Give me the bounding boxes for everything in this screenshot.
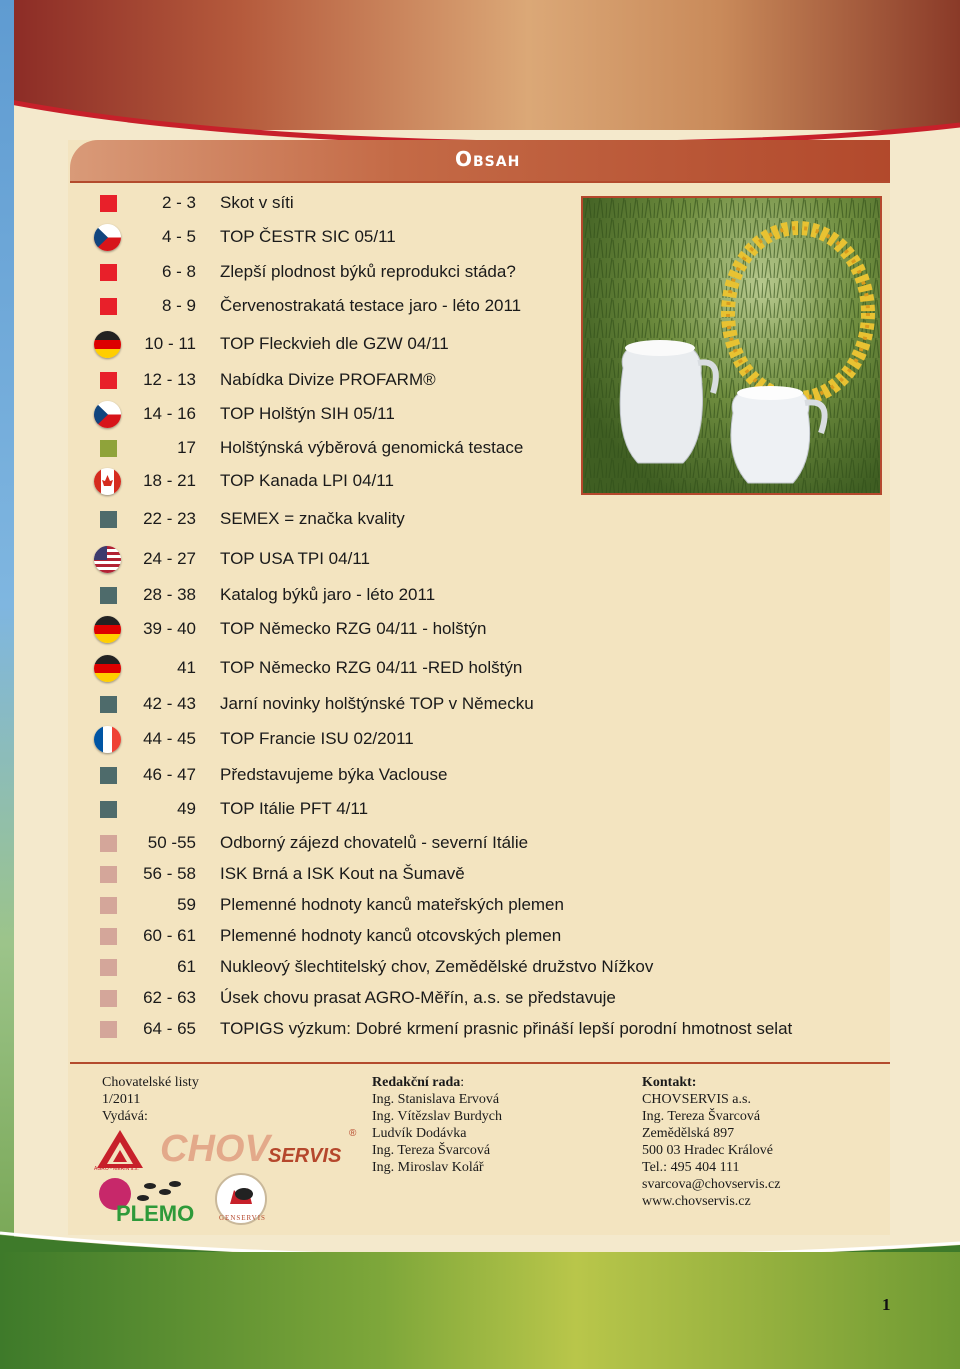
page-number: 1 xyxy=(882,1295,891,1314)
contact-line: Zemědělská 897 xyxy=(642,1126,735,1141)
toc-entry xyxy=(98,763,448,787)
square-bullet-icon xyxy=(100,801,117,818)
publisher-label: Vydává: xyxy=(102,1109,148,1124)
toc-title: TOP Fleckvieh dle GZW 04/11 xyxy=(220,334,449,353)
toc-entry xyxy=(98,656,523,680)
contact-line: Ing. Tereza Švarcová xyxy=(642,1109,761,1124)
toc-pages: 41 xyxy=(177,658,196,677)
flag-us-icon xyxy=(94,546,121,573)
left-image-strip xyxy=(0,0,14,1347)
editorial-member: Ing. Vítězslav Burdych xyxy=(372,1109,502,1124)
toc-entry xyxy=(98,260,516,284)
toc-pages: 49 xyxy=(177,799,196,818)
toc-title: Zlepší plodnost býků reprodukci stáda? xyxy=(220,262,516,281)
flag-ca-icon xyxy=(94,468,121,495)
toc-entry xyxy=(98,862,465,886)
editorial-member: Ludvík Dodávka xyxy=(372,1126,467,1141)
contact-line: 500 03 Hradec Králové xyxy=(642,1143,774,1158)
toc-entry xyxy=(98,692,534,716)
agro-merin-caption: AGRO - MĚŘÍN a.s. xyxy=(94,1166,139,1172)
square-bullet-icon xyxy=(100,835,117,852)
toc-entry xyxy=(98,797,369,821)
header-divider xyxy=(70,181,890,183)
toc-pages: 42 - 43 xyxy=(143,694,196,713)
editorial-heading: Redakční rada: xyxy=(372,1075,465,1090)
genservis-logo-text: GENSERVIS xyxy=(219,1214,266,1222)
toc-title: Katalog býků jaro - léto 2011 xyxy=(220,585,436,604)
toc-title: TOP ČESTR SIC 05/11 xyxy=(220,227,396,246)
toc-entry xyxy=(98,368,436,392)
square-bullet-icon xyxy=(100,511,117,528)
toc-title: Skot v síti xyxy=(220,193,294,212)
toc-entry xyxy=(98,831,529,855)
toc-entry xyxy=(98,617,487,641)
toc-pages: 12 - 13 xyxy=(143,370,196,389)
chovservis-logo-chov: CHOV xyxy=(160,1128,270,1170)
toc-entry xyxy=(98,469,394,493)
toc-pages: 59 xyxy=(177,895,196,914)
editorial-board xyxy=(372,1074,502,1176)
toc-title: Plemenné hodnoty kanců otcovských plemen xyxy=(220,926,562,945)
contact-email-link[interactable]: svarcova@chovservis.cz xyxy=(642,1177,781,1192)
toc-title: Nukleový šlechtitelský chov, Zemědělské družstvo Nížkov xyxy=(220,957,654,976)
toc-pages: 4 - 5 xyxy=(161,227,196,246)
square-bullet-icon xyxy=(100,195,117,212)
toc-title: Odborný zájezd chovatelů - severní Itálie xyxy=(220,833,529,852)
square-bullet-icon xyxy=(100,440,117,457)
toc-title: TOP Itálie PFT 4/11 xyxy=(220,799,369,818)
toc-title: Nabídka Divize PROFARM® xyxy=(220,370,436,389)
toc-title: Úsek chovu prasat AGRO-Měřín, a.s. se představuje xyxy=(220,988,616,1007)
square-bullet-icon xyxy=(100,372,117,389)
toc-pages: 64 - 65 xyxy=(143,1019,196,1038)
issue-number: 1/2011 xyxy=(102,1092,141,1107)
toc-pages: 8 - 9 xyxy=(161,296,196,315)
toc-title: TOPIGS výzkum: Dobré krmení prasnic přináší lepší porodní hmotnost selat xyxy=(220,1019,793,1038)
toc-entry xyxy=(98,583,436,607)
square-bullet-icon xyxy=(100,587,117,604)
toc-title: TOP Holštýn SIH 05/11 xyxy=(220,404,395,423)
contact-heading: Kontakt: xyxy=(642,1075,697,1090)
flag-de-icon xyxy=(94,655,121,682)
toc-pages: 14 - 16 xyxy=(143,404,196,423)
flag-de-icon xyxy=(94,331,121,358)
flag-de-icon xyxy=(94,616,121,643)
flag-cz-icon xyxy=(94,401,121,428)
toc-entry xyxy=(98,955,654,979)
toc-title: TOP Německo RZG 04/11 -RED holštýn xyxy=(220,658,523,677)
milk-jugs-photo xyxy=(581,196,882,495)
toc-pages: 60 - 61 xyxy=(143,926,196,945)
contact-line: Tel.: 495 404 111 xyxy=(642,1160,740,1175)
toc-entry xyxy=(98,191,294,215)
chovservis-logo-servis: SERVIS xyxy=(268,1145,342,1167)
editorial-member: Ing. Tereza Švarcová xyxy=(372,1143,491,1158)
square-bullet-icon xyxy=(100,298,117,315)
toc-title: Jarní novinky holštýnské TOP v Německu xyxy=(220,694,534,713)
publication-info xyxy=(102,1074,199,1125)
toc-entry xyxy=(98,225,396,249)
square-bullet-icon xyxy=(100,990,117,1007)
toc-title: Červenostrakatá testace jaro - léto 2011 xyxy=(220,296,522,315)
toc-entry xyxy=(98,402,395,426)
toc-entry xyxy=(98,294,522,318)
plemo-logo-text: PLEMO xyxy=(116,1201,195,1226)
toc-title: TOP Německo RZG 04/11 - holštýn xyxy=(220,619,487,638)
registered-mark: ® xyxy=(349,1128,357,1139)
toc-title: TOP Francie ISU 02/2011 xyxy=(220,729,414,748)
toc-pages: 6 - 8 xyxy=(161,262,196,281)
toc-entry xyxy=(98,436,524,460)
toc-entry xyxy=(98,893,564,917)
square-bullet-icon xyxy=(100,696,117,713)
toc-title: TOP USA TPI 04/11 xyxy=(220,549,370,568)
contact-website-link[interactable]: www.chovservis.cz xyxy=(642,1194,751,1209)
toc-pages: 50 -55 xyxy=(147,833,196,852)
flag-cz-icon xyxy=(94,224,121,251)
toc-entry xyxy=(98,1017,793,1041)
toc-pages: 24 - 27 xyxy=(143,549,196,568)
toc-pages: 56 - 58 xyxy=(143,864,196,883)
toc-pages: 17 xyxy=(177,438,196,457)
toc-title: SEMEX = značka kvality xyxy=(220,509,405,528)
toc-pages: 61 xyxy=(177,957,196,976)
square-bullet-icon xyxy=(100,928,117,945)
toc-pages: 62 - 63 xyxy=(143,988,196,1007)
toc-pages: 44 - 45 xyxy=(143,729,196,748)
square-bullet-icon xyxy=(100,866,117,883)
toc-pages: 10 - 11 xyxy=(144,334,196,353)
editorial-member: Ing. Miroslav Kolář xyxy=(372,1160,484,1175)
square-bullet-icon xyxy=(100,959,117,976)
square-bullet-icon xyxy=(100,897,117,914)
toc-pages: 28 - 38 xyxy=(143,585,196,604)
toc-title: TOP Kanada LPI 04/11 xyxy=(220,471,394,490)
toc-entry xyxy=(98,332,449,356)
toc-title: Holštýnská výběrová genomická testace xyxy=(220,438,524,457)
toc-title: Představujeme býka Vaclouse xyxy=(220,765,448,784)
toc-pages: 2 - 3 xyxy=(161,193,196,212)
square-bullet-icon xyxy=(100,264,117,281)
square-bullet-icon xyxy=(100,1021,117,1038)
square-bullet-icon xyxy=(100,767,117,784)
toc-entry xyxy=(98,507,405,531)
footer-divider xyxy=(70,1062,890,1064)
toc-title: ISK Brná a ISK Kout na Šumavě xyxy=(220,864,465,883)
contents-title: Obsah xyxy=(455,147,521,171)
toc-entry xyxy=(98,727,414,751)
editorial-member: Ing. Stanislava Ervová xyxy=(372,1092,500,1107)
toc-entry xyxy=(98,986,616,1010)
flag-fr-icon xyxy=(94,726,121,753)
toc-entry xyxy=(98,547,370,571)
toc-pages: 39 - 40 xyxy=(143,619,196,638)
bottom-decorative-band xyxy=(0,1252,960,1369)
contact-info xyxy=(642,1074,780,1210)
publication-name: Chovatelské listy xyxy=(102,1075,199,1090)
toc-pages: 18 - 21 xyxy=(143,471,196,490)
toc-pages: 46 - 47 xyxy=(143,765,196,784)
contact-line: CHOVSERVIS a.s. xyxy=(642,1092,751,1107)
toc-title: Plemenné hodnoty kanců mateřských plemen xyxy=(220,895,564,914)
toc-entry xyxy=(98,924,562,948)
toc-pages: 22 - 23 xyxy=(143,509,196,528)
